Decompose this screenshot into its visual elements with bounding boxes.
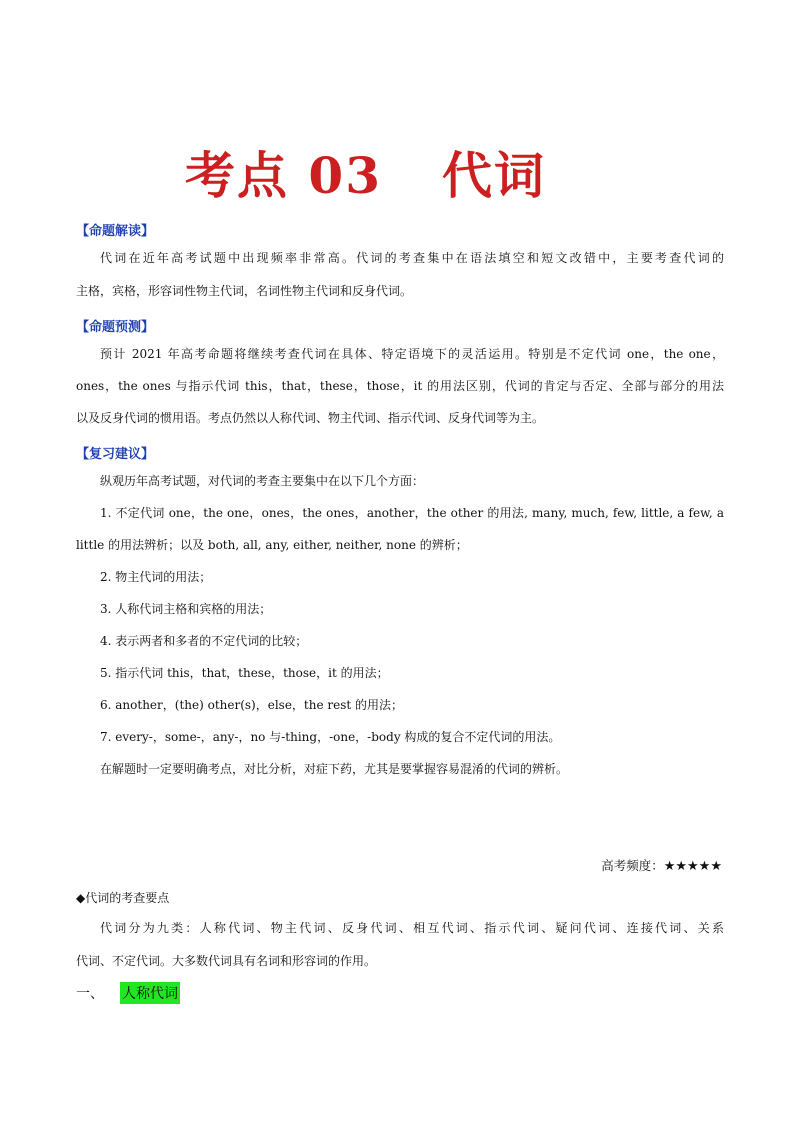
title-topic-number: 考点 03 <box>185 146 382 205</box>
title-topic-name: 代词 <box>442 146 546 205</box>
subsection-number: 一、 <box>76 986 104 1002</box>
list-item-continuation: little 的用法辨析；以及 both, all, any, either, neither, none 的辨析； <box>76 538 468 552</box>
paragraph-line: 纵观历年高考试题，对代词的考查主要集中在以下几个方面： <box>100 474 425 488</box>
subsection-heading <box>76 982 180 1004</box>
paragraph-line: 主格，宾格，形容词性物主代词，名词性物主代词和反身代词。 <box>76 284 413 298</box>
paragraph-line: 在解题时一定要明确考点，对比分析，对症下药，尤其是要掌握容易混淆的代词的辨析。 <box>100 762 569 776</box>
list-item: 2. 物主代词的用法； <box>100 570 212 584</box>
subsection-title-highlighted: 人称代词 <box>120 982 180 1004</box>
exam-frequency <box>601 856 722 874</box>
list-item: 6. another，(the) other(s)，else，the rest 的用法； <box>100 698 404 712</box>
paragraph-line: ones，the ones 与指示代词 this，that，these，those，it 的用法区别，代词的肯定与否定、全部与部分的用法 <box>76 379 724 393</box>
key-point-heading: ◆代词的考查要点 <box>76 891 170 905</box>
list-item: 4. 表示两者和多者的不定代词的比较； <box>100 634 308 648</box>
list-item: 3. 人称代词主格和宾格的用法； <box>100 602 272 616</box>
page-title <box>185 136 546 208</box>
section-heading-prediction: 【命题预测】 <box>76 320 155 335</box>
paragraph-line: 代词在近年高考试题中出现频率非常高。代词的考查集中在语法填空和短文改错中，主要考查代词的 <box>100 251 724 265</box>
section-heading-interpretation: 【命题解读】 <box>76 224 155 239</box>
paragraph-line: 以及反身代词的惯用语。考点仍然以人称代词、物主代词、指示代词、反身代词等为主。 <box>76 411 545 425</box>
frequency-label: 高考频度： <box>601 858 664 873</box>
paragraph-line: 代词、不定代词。大多数代词具有名词和形容词的作用。 <box>76 954 377 968</box>
paragraph-line: 代词分为九类：人称代词、物主代词、反身代词、相互代词、指示代词、疑问代词、连接代词、关系 <box>100 921 724 935</box>
list-item: 7. every-，some-，any-，no 与-thing，-one，-body 构成的复合不定代词的用法。 <box>100 730 561 744</box>
list-item: 5. 指示代词 this，that，these，those，it 的用法； <box>100 666 389 680</box>
paragraph-line: 预计 2021 年高考命题将继续考查代词在具体、特定语境下的灵活运用。特别是不定代词 one，the one， <box>100 347 724 361</box>
frequency-stars: ★★★★★ <box>663 859 722 874</box>
section-heading-review-advice: 【复习建议】 <box>76 447 155 462</box>
list-item: 1. 不定代词 one，the one，ones，the ones，another，the other 的用法, many, much, few, little, a few, a <box>100 506 724 520</box>
